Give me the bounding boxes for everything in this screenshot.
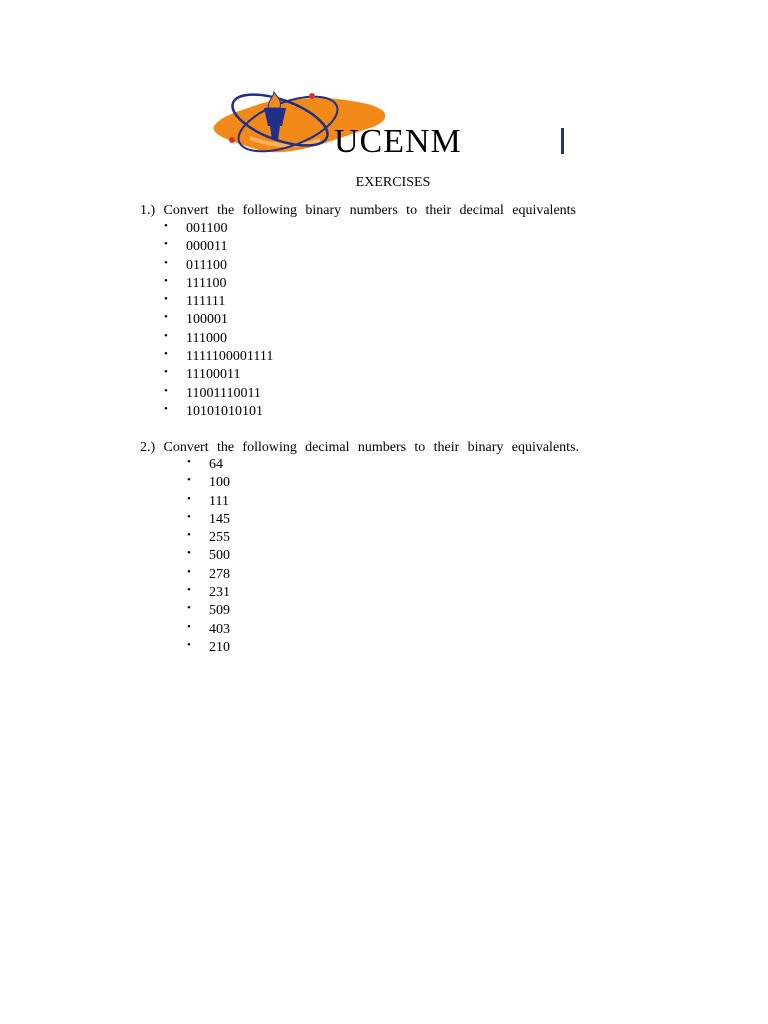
list-item: • 1111100001111 xyxy=(186,348,273,366)
list-item: • 403 xyxy=(209,621,230,639)
page-title: EXERCISES xyxy=(355,175,431,190)
list-item: • 500 xyxy=(209,547,230,565)
list-item: • 64 xyxy=(209,456,230,474)
list-item: • 231 xyxy=(209,584,230,602)
bullet-icon: • xyxy=(187,638,191,651)
list-item: • 255 xyxy=(209,529,230,547)
list-item: • 111100 xyxy=(186,275,273,293)
red-dot-top xyxy=(309,93,315,99)
bullet-icon: • xyxy=(164,384,168,397)
list-item: • 111 xyxy=(209,493,230,511)
list-item: • 509 xyxy=(209,602,230,620)
bullet-icon: • xyxy=(164,256,168,269)
bullet-icon: • xyxy=(187,474,191,487)
bullet-icon: • xyxy=(164,348,168,361)
list-item: • 145 xyxy=(209,511,230,529)
bullet-icon: • xyxy=(187,456,191,468)
list-item: • 000011 xyxy=(186,238,273,256)
logo-wordmark: UCENM xyxy=(334,123,462,160)
list-item: • 111000 xyxy=(186,330,273,348)
red-dot-left xyxy=(229,137,235,143)
bullet-icon: • xyxy=(187,584,191,597)
bullet-icon: • xyxy=(164,329,168,342)
torch-flame xyxy=(268,92,281,108)
bullet-icon: • xyxy=(187,510,191,523)
bullet-icon: • xyxy=(164,293,168,306)
bullet-icon: • xyxy=(164,402,168,415)
list-item: • 001100 xyxy=(186,220,273,238)
list-item: • 011100 xyxy=(186,257,273,275)
bullet-icon: • xyxy=(187,565,191,578)
bullet-icon: • xyxy=(187,529,191,542)
list-item: • 10101010101 xyxy=(186,403,273,421)
bullet-icon: • xyxy=(187,547,191,560)
logo-divider xyxy=(561,128,564,154)
bullet-icon: • xyxy=(164,311,168,324)
bullet-icon: • xyxy=(164,238,168,251)
bullet-icon: • xyxy=(164,220,168,232)
list-item: • 100 xyxy=(209,474,230,492)
bullet-icon: • xyxy=(187,620,191,633)
exercise-1-list xyxy=(164,220,274,421)
bullet-icon: • xyxy=(187,602,191,615)
list-item: • 100001 xyxy=(186,311,273,329)
exercise-1-prompt: 1.) Convert the following binary numbers to their decimal equivalents xyxy=(140,203,576,218)
list-item: • 278 xyxy=(209,566,230,584)
bullet-icon: • xyxy=(187,492,191,505)
ucenm-logo xyxy=(210,88,570,168)
list-item: • 11100011 xyxy=(186,366,273,384)
exercise-2-list xyxy=(187,456,230,657)
exercise-2-prompt: 2.) Convert the following decimal numbers to their binary equivalents. xyxy=(140,440,579,455)
bullet-icon: • xyxy=(164,274,168,287)
list-item: • 111111 xyxy=(186,293,273,311)
bullet-icon: • xyxy=(164,366,168,379)
list-item: • 11001110011 xyxy=(186,385,273,403)
list-item: • 210 xyxy=(209,639,230,657)
